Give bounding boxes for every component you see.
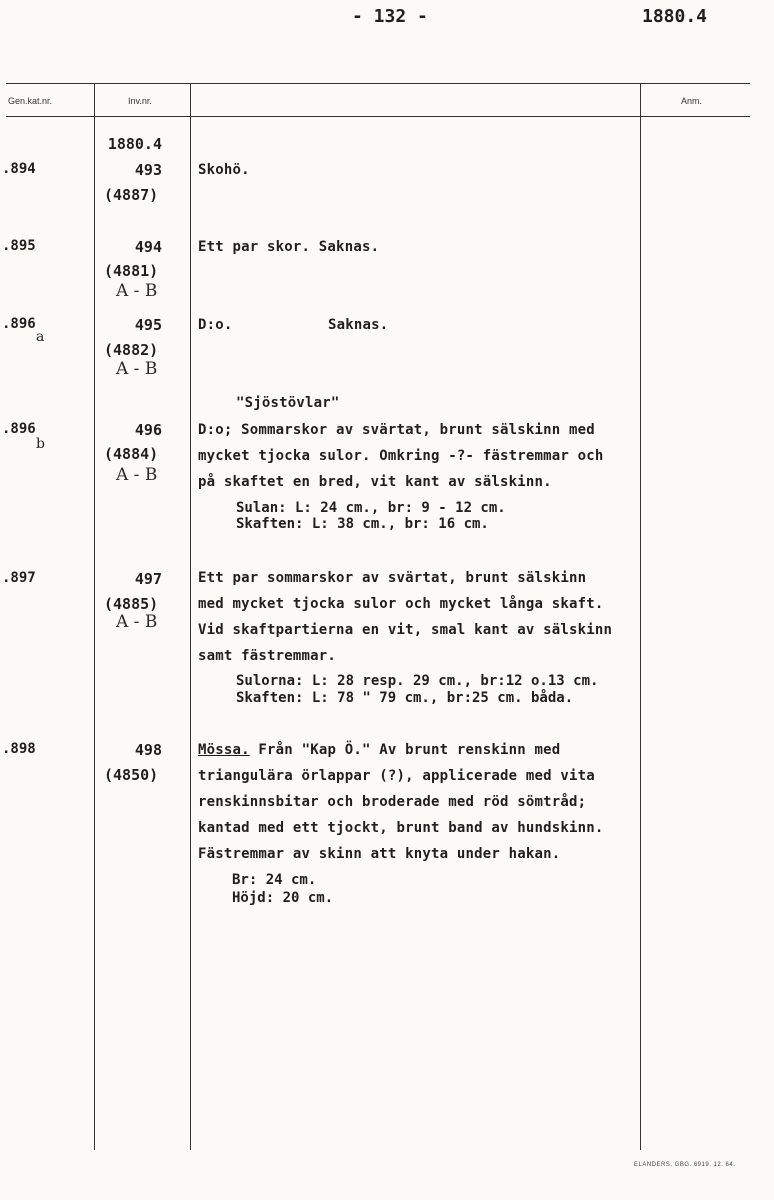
entry-gen-number: .895: [2, 238, 36, 254]
entry-text-line: Ett par sommarskor av svärtat, brunt sälskinn: [198, 570, 587, 586]
entry-gen-sub: b: [36, 436, 45, 452]
header-top-rule: [6, 83, 750, 84]
entry-old-number: (4884): [104, 445, 159, 463]
column-header-inv: Inv.nr.: [128, 96, 152, 106]
handwritten-note: A - B: [116, 612, 158, 632]
column-divider-inv: [190, 83, 191, 1150]
printer-footer: ELANDERS. GBG. 6919. 12. 64.: [634, 1162, 736, 1168]
entry-gen-number: .894: [2, 161, 36, 177]
entry-inv-number: 497: [134, 570, 162, 588]
measurement-line: Skaften: L: 78 " 79 cm., br:25 cm. båda.: [236, 690, 574, 706]
column-header-anm: Anm.: [681, 96, 703, 106]
entry-text-line: samt fästremmar.: [198, 648, 337, 664]
column-header-gen: Gen.kat.nr.: [8, 96, 53, 106]
catalog-reference: 1880.4: [642, 6, 708, 27]
measurement-line: Br: 24 cm.: [232, 872, 317, 888]
column-divider-text: [640, 83, 641, 1150]
entry-inv-number: 498: [134, 741, 162, 759]
entry-old-number: (4882): [104, 341, 159, 359]
entry-text-line: Fästremmar av skinn att knyta under hakan.: [198, 846, 561, 862]
entry-old-number: (4850): [104, 766, 159, 784]
measurement-line: Höjd: 20 cm.: [232, 890, 334, 906]
entry-inv-number: 493: [134, 161, 162, 179]
page-number: - 132 -: [352, 6, 428, 27]
entry-gen-number: .897: [2, 570, 36, 586]
entry-text-line: kantad med ett tjockt, brunt band av hundskinn.: [198, 820, 604, 836]
handwritten-note: A - B: [116, 465, 158, 485]
header-bottom-rule: [6, 116, 750, 117]
entry-inv-number: 496: [134, 421, 162, 439]
entry-gen-number: .896: [2, 316, 36, 332]
entry-inv-number: 495: [134, 316, 162, 334]
measurement-line: Skaften: L: 38 cm., br: 16 cm.: [236, 516, 489, 532]
entry-text-line: med mycket tjocka sulor och mycket långa skaft.: [198, 596, 604, 612]
entry-title: Mössa.: [198, 742, 250, 758]
entry-heading: "Sjöstövlar": [236, 395, 340, 411]
entry-text-line: mycket tjocka sulor. Omkring -?- fästremmar och: [198, 448, 604, 464]
entry-first-line-rest: Från "Kap Ö." Av brunt renskinn med: [258, 742, 561, 758]
entry-old-number: (4887): [104, 186, 159, 204]
handwritten-note: A - B: [116, 359, 158, 379]
column-divider-gen: [94, 83, 95, 1150]
inventory-series-number: 1880.4: [107, 135, 162, 153]
entry-text-line: Vid skaftpartierna en vit, smal kant av sälskinn: [198, 622, 613, 638]
handwritten-note: A - B: [116, 281, 158, 301]
entry-gen-number: .896: [2, 421, 36, 437]
entry-text-status: Saknas.: [328, 317, 389, 333]
entry-first-line: [198, 742, 560, 758]
entry-gen-sub: a: [36, 329, 45, 345]
entry-old-number: (4881): [104, 262, 159, 280]
measurement-line: Sulan: L: 24 cm., br: 9 - 12 cm.: [236, 500, 506, 516]
entry-text-line: D:o; Sommarskor av svärtat, brunt sälskinn med: [198, 422, 595, 438]
entry-text-line: renskinnsbitar och broderade med röd sömtråd;: [198, 794, 587, 810]
entry-text-line: Skohö.: [198, 162, 250, 178]
entry-old-number: (4885): [104, 595, 159, 613]
entry-text-line: Ett par skor. Saknas.: [198, 239, 380, 255]
entry-text-line: på skaftet en bred, vit kant av sälskinn.: [198, 474, 552, 490]
measurement-line: Sulorna: L: 28 resp. 29 cm., br:12 o.13 cm.: [236, 673, 599, 689]
entry-text-do: D:o.: [198, 317, 233, 333]
entry-text-line: triangulära örlappar (?), applicerade med vita: [198, 768, 595, 784]
entry-gen-number: .898: [2, 741, 36, 757]
entry-inv-number: 494: [134, 238, 162, 256]
